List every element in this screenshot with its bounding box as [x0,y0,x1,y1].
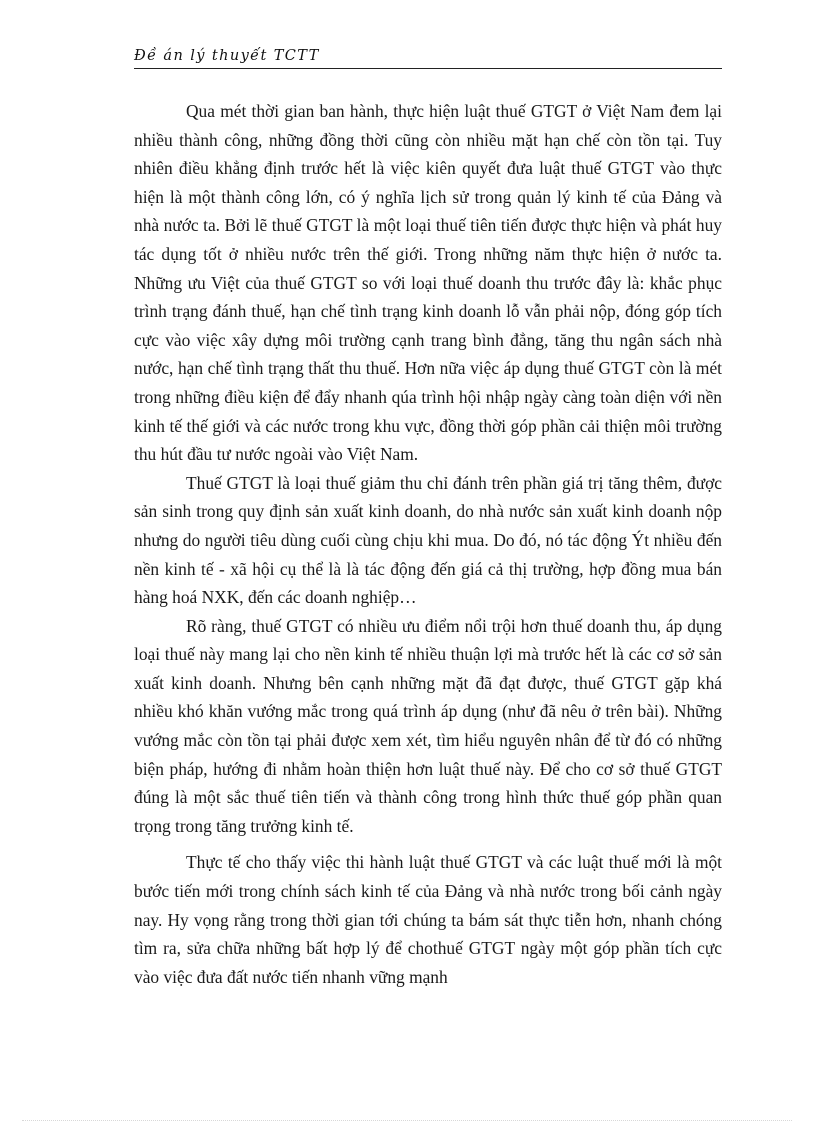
paragraph-2: Thuế GTGT là loại thuế giảm thu chỉ đánh trên phần giá trị tăng thêm, được sản sinh trong quy định sản xuất kinh doanh, do nhà nước sản xuất kinh doanh nộp nhưng do người tiêu dùng cuối cùng chịu khi mua. Do đó, nó tác động Ýt nhiều đến nền kinh tế - xã hội cụ thể là là tác động đến giá cả thị trường, hợp đồng mua bán hàng hoá NXK, đến các doanh nghiệp… [134,472,722,608]
document-body [134,97,722,991]
paragraph-3: Rõ ràng, thuế GTGT có nhiều ưu điểm nổi trội hơn thuế doanh thu, áp dụng loại thuế này mang lại cho nền kinh tế nhiều thuận lợi mà trước hết là các cơ sở sản xuất kinh doanh. Nhưng bên cạnh những mặt đã đạt được, thuế GTGT gặp khá nhiều khó khăn vướng mắc trong quá trình áp dụng (như đã nêu ở trên bài). Những vướng mắc còn tồn tại phải được xem xét, tìm hiểu nguyên nhân để từ đó có những biện pháp, hướng đi nhằm hoàn thiện hơn luật thuế này. Để cho cơ sở thuế GTGT đúng là một sắc thuế tiên tiến và thành công trong hình thức thuế góp phần quan trọng trong tăng trưởng kinh tế. [134,615,722,836]
footer-divider [22,1120,792,1121]
header-divider [134,68,722,69]
page-header: Đề án lý thuyết TCTT [134,48,320,64]
paragraph-4: Thực tế cho thấy việc thi hành luật thuế GTGT và các luật thuế mới là một bước tiến mới trong chính sách kinh tế của Đảng và nhà nước trong bối cảnh ngày nay. Hy vọng rằng trong thời gian tới chúng ta bám sát thực tiễn hơn, nhanh chóng tìm ra, sửa chữa những bất hợp lý để chothuế GTGT ngày một góp phần tích cực vào việc đưa đất nước tiến nhanh vững mạnh [134,852,722,987]
paragraph-1: Qua mét thời gian ban hành, thực hiện luật thuế GTGT ở Việt Nam đem lại nhiều thành công, những đồng thời cũng còn nhiều mặt hạn chế còn tồn tại. Tuy nhiên điều khẳng định trước hết là việc kiên quyết đưa luật thuế GTGT vào thực hiện là một thành công lớn, có ý nghĩa lịch sử trong quản lý kinh tế của Đảng và nhà nước ta. Bởi lẽ thuế GTGT là một loại thuế tiên tiến được thực hiện và phát huy tác dụng tốt ở nhiều nước trên thế giới. Trong những năm thực hiện ở nước ta. Những ưu Việt của thuế GTGT so với loại thuế doanh thu trước đây là: khắc phục trình trạng đánh thuế, hạn chế tình trạng kinh doanh lỗ vẫn phải nộp, đóng góp tích cực vào việc xây dựng môi trường cạnh trang bình đẳng, tăng thu ngân sách nhà nước, hạn chế tình trạng thất thu thuế. Hơn nữa việc áp dụng thuế GTGT còn là mét trong những điều kiện để đẩy nhanh qúa trình hội nhập ngày càng toàn diện với nền kinh tế thế giới và các nước trong khu vực, đồng thời góp phần cải thiện môi trường thu hút đầu tư nước ngoài vào Việt Nam. [134,101,722,465]
